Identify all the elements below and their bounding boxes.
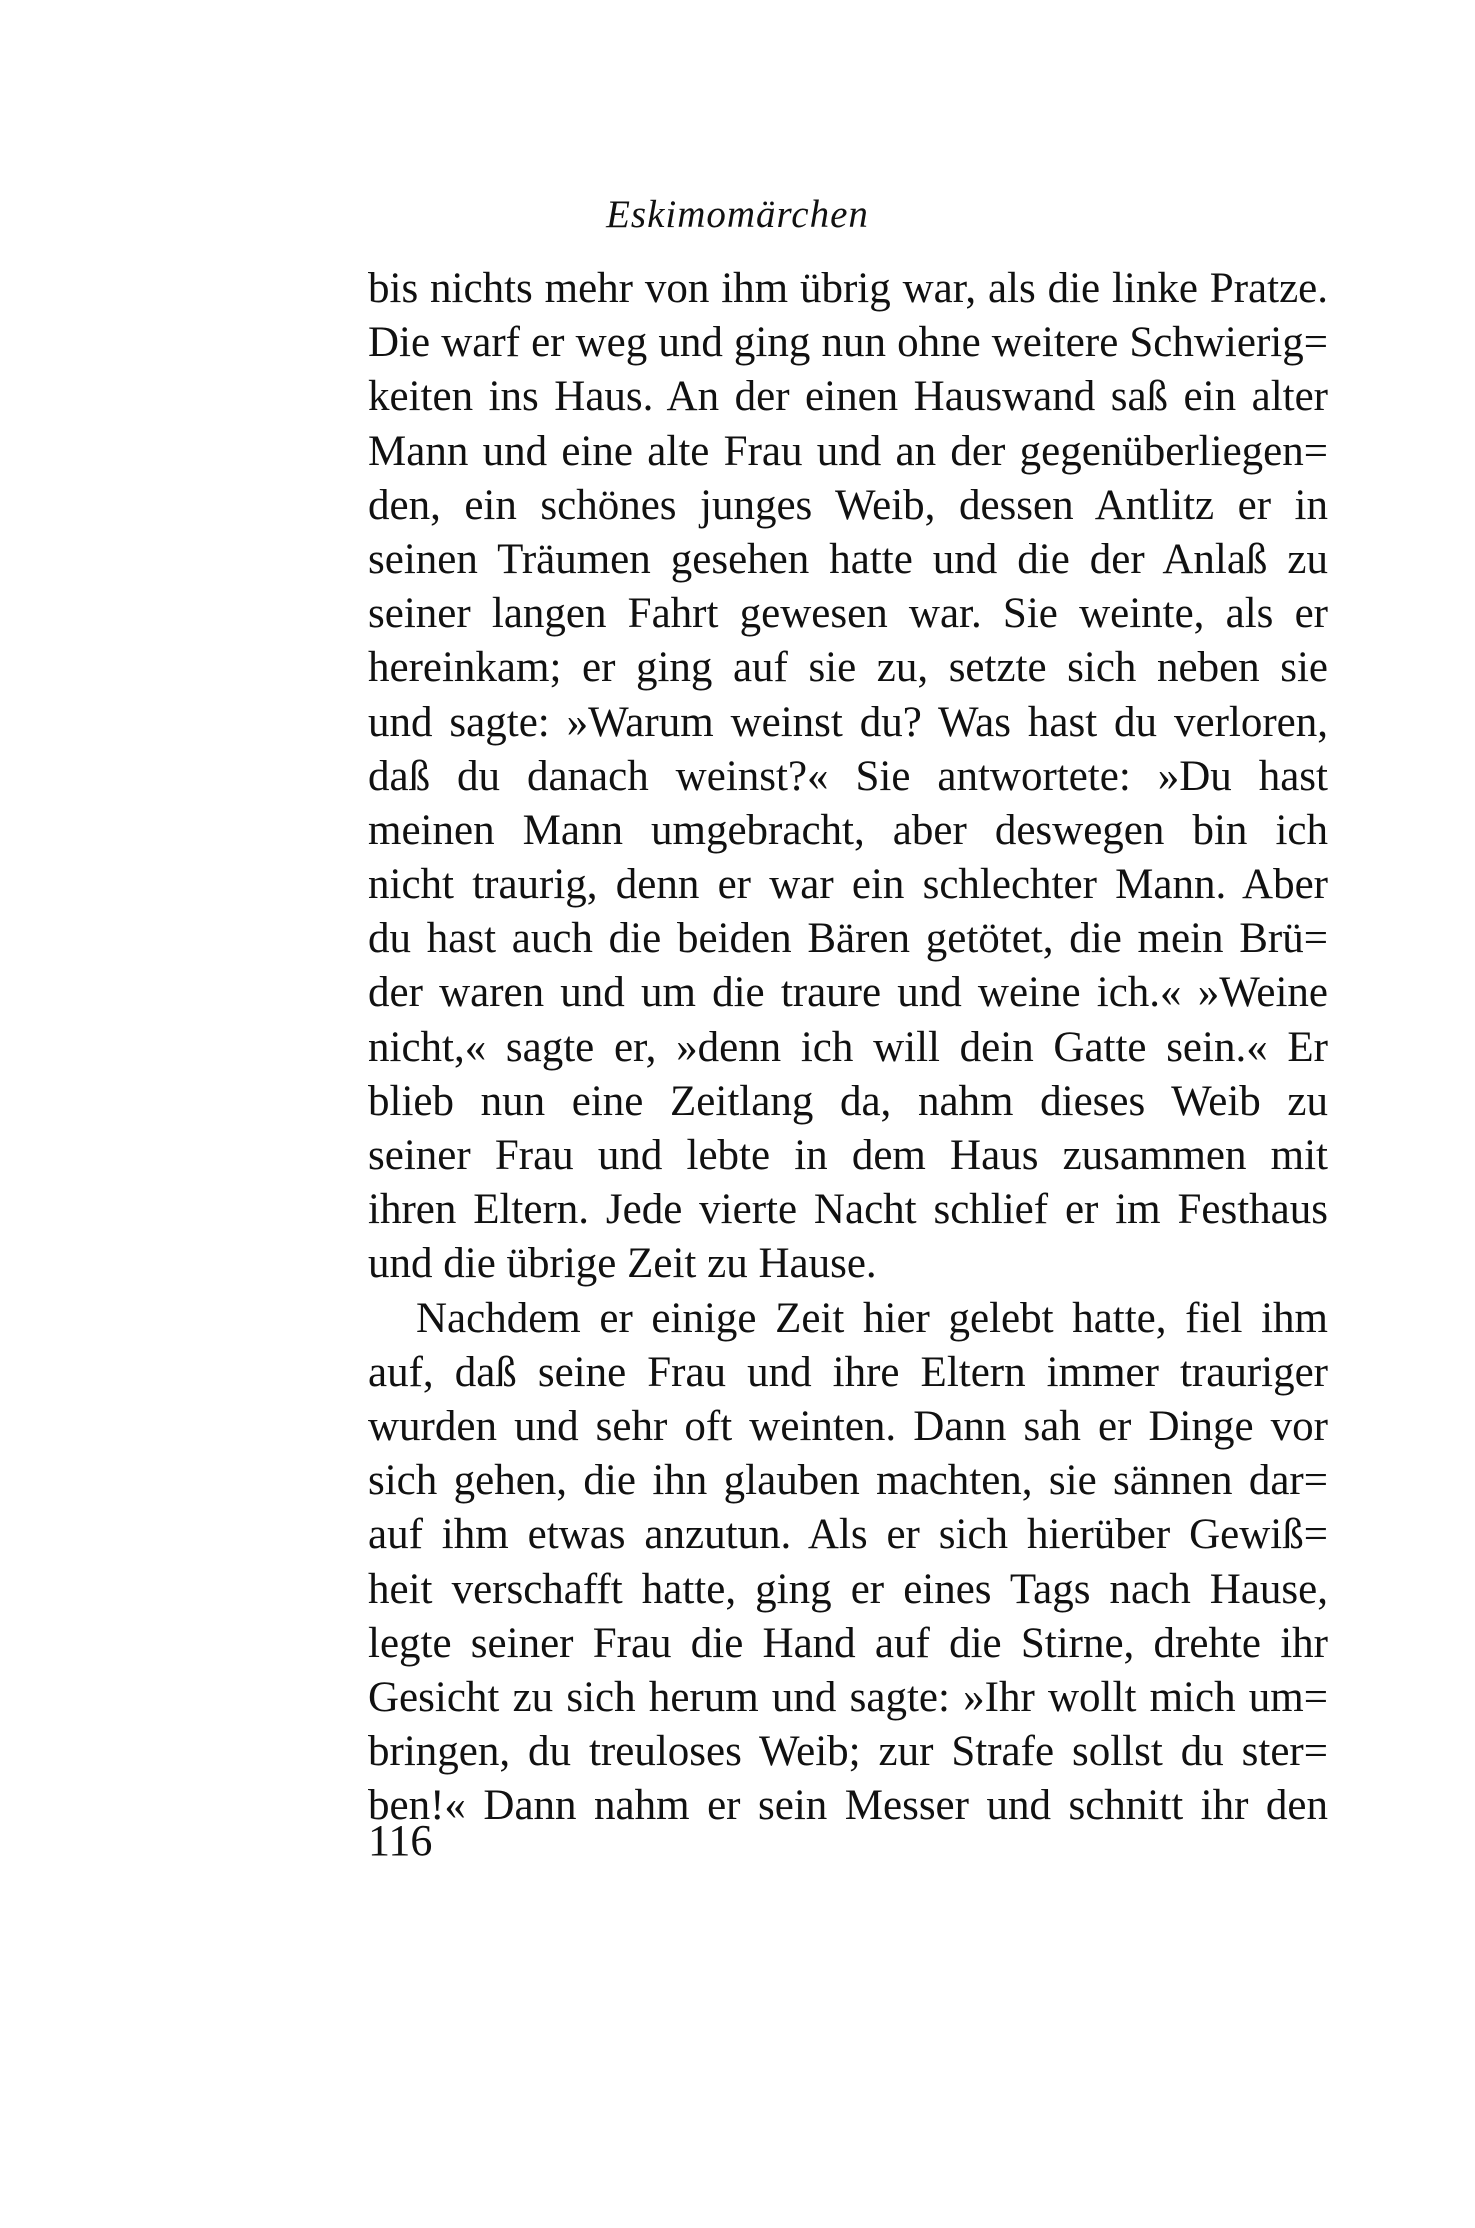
page-number: 116 [368,1816,433,1865]
paragraph-1 [368,262,1328,1292]
text-line: auf, daß seine Frau und ihre Eltern immer trauriger [368,1348,1328,1396]
text-line: und die übrige Zeit zu Hause. [368,1240,877,1288]
text-line: seiner Frau und lebte in dem Haus zusammen mit [368,1132,1328,1179]
text-line: den, ein schönes junges Weib, dessen Antlitz er in [368,481,1328,529]
text-line: Gesicht zu sich herum und sagte: »Ihr wollt mich um= [368,1673,1328,1721]
text-line: Mann und eine alte Frau und an der gegenüberliegen= [368,427,1328,475]
text-line: hereinkam; er ging auf sie zu, setzte sich neben sie [368,644,1328,692]
text-line: du hast auch die beiden Bären getötet, die mein Brü= [368,915,1328,963]
text-line: auf ihm etwas anzutun. Als er sich hierüber Gewiß= [368,1511,1328,1559]
text-line: Die warf er weg und ging nun ohne weitere Schwierig= [368,319,1328,367]
text-line: keiten ins Haus. An der einen Hauswand saß ein alter [368,373,1328,421]
running-head: Eskimomärchen [606,193,869,236]
text-line: seiner langen Fahrt gewesen war. Sie weinte, als er [368,590,1328,638]
text-line: heit verschafft hatte, ging er eines Tags nach Hause, [368,1565,1328,1613]
text-line: der waren und um die traure und weine ich.« »Weine [368,969,1328,1017]
text-line: legte seiner Frau die Hand auf die Stirne, drehte ihr [368,1619,1328,1667]
text-line: bringen, du treuloses Weib; zur Strafe sollst du ster= [368,1728,1328,1776]
body-text [368,262,1328,1833]
text-line: und sagte: »Warum weinst du? Was hast du verloren, [368,698,1328,746]
text-line: meinen Mann umgebracht, aber deswegen bin ich [368,806,1328,854]
paragraph-2 [368,1292,1328,1834]
text-line: bis nichts mehr von ihm übrig war, als die linke Pratze. [368,265,1328,312]
text-line: seinen Träumen gesehen hatte und die der Anlaß zu [368,535,1328,583]
text-line: daß du danach weinst?« Sie antwortete: »Du hast [368,752,1328,800]
text-line: Nachdem er einige Zeit hier gelebt hatte, fiel ihm [416,1294,1328,1342]
text-line: wurden und sehr oft weinten. Dann sah er Dinge vor [368,1402,1328,1450]
text-line: nicht traurig, denn er war ein schlechter Mann. Aber [368,861,1328,909]
text-line: ben!« Dann nahm er sein Messer und schnitt ihr den [368,1782,1328,1830]
text-line: ihren Eltern. Jede vierte Nacht schlief er im Festhaus [368,1186,1328,1234]
text-line: sich gehen, die ihn glauben machten, sie sännen dar= [368,1457,1328,1505]
text-line: nicht,« sagte er, »denn ich will dein Gatte sein.« Er [368,1023,1328,1071]
text-line: blieb nun eine Zeitlang da, nahm dieses Weib zu [368,1077,1328,1125]
